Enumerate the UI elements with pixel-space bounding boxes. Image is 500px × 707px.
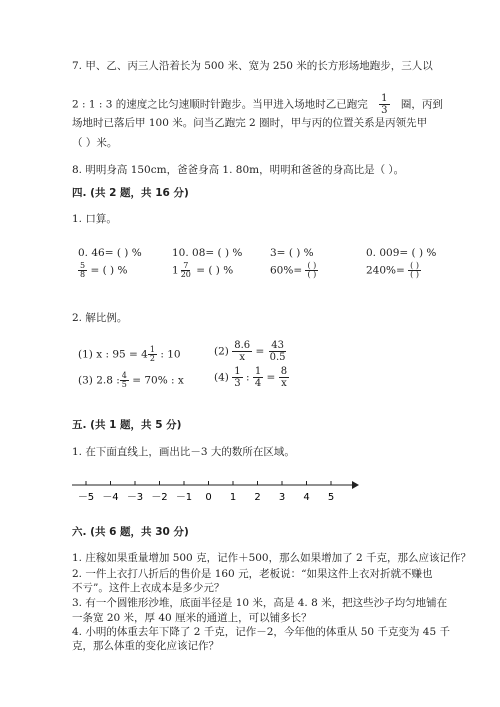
oral-calc-6 xyxy=(172,262,233,279)
oral-calc-7 xyxy=(270,262,318,279)
frac-den: ( ) xyxy=(307,270,317,279)
frac-num: 43 xyxy=(271,340,284,351)
section5-title: 五. (共 1 题，共 5 分) xyxy=(72,419,182,431)
q7-line3: 场地时已落后甲 100 米。问当乙跑完 2 圈时，甲与丙的位置关系是丙领先甲 xyxy=(72,117,428,129)
proportion-4-frac-a xyxy=(232,366,242,389)
frac-num: 5 xyxy=(80,261,86,270)
q7-line2b: 圈，丙到 xyxy=(400,98,443,111)
proportion-3-pre: (3) 2.8 : xyxy=(78,374,120,387)
proportion-2-frac-b xyxy=(268,340,288,363)
q8-text: 8. 明明身高 150cm，爸爸身高 1. 80m，明明和爸爸的身高比是（ ）。 xyxy=(72,164,405,176)
proportion-4-frac-c xyxy=(279,366,289,389)
section4-title: 四. (共 2 题，共 16 分) xyxy=(72,187,189,199)
frac-den: 5 xyxy=(121,380,127,389)
oral-calc-8 xyxy=(366,262,421,279)
section5-q1: 1. 在下面直线上，画出比－3 大的数所在区域。 xyxy=(72,446,295,458)
oral-calc-5-rest: = ( ) % xyxy=(90,264,128,277)
q7-fraction xyxy=(379,93,389,116)
proportion-2-frac-a xyxy=(232,340,252,363)
proportion-4 xyxy=(214,366,289,389)
frac-den: 20 xyxy=(180,270,191,279)
frac-num: 7 xyxy=(183,261,189,270)
proportion-3-frac xyxy=(120,372,129,389)
number-line-label: －2 xyxy=(151,492,168,503)
frac-den: ( ) xyxy=(410,270,419,279)
number-line-label: 0 xyxy=(205,492,212,503)
proportion-2-eq: = xyxy=(255,345,265,358)
number-line xyxy=(0,476,500,516)
oral-calc-5-frac xyxy=(78,262,87,279)
proportion-1-post: : 10 xyxy=(160,348,181,361)
section6-q2-line2: 不亏”。这件上衣成本是多少元？ xyxy=(72,582,225,594)
q7-line2a: 2 : 1 : 3 的速度之比匀速顺时针跑步。当甲进入场地时乙已跑完 xyxy=(72,98,368,111)
proportion-1-pre: (1) x : 95 = 4 xyxy=(78,348,148,361)
oral-calc-7-frac xyxy=(305,262,318,279)
oral-calc-3: 3= ( ) % xyxy=(270,247,314,259)
frac-num: 1 xyxy=(254,366,262,377)
number-line-label: －5 xyxy=(77,492,95,503)
frac-num: ( ) xyxy=(307,261,317,270)
number-line-label: 3 xyxy=(278,492,286,503)
number-line-label: －3 xyxy=(126,492,144,503)
q7-line4: （ ）米。 xyxy=(72,137,118,149)
q7-line1: 7. 甲、乙、丙三人沿着长为 500 米、宽为 250 米的长方形场地跑步，三人以 xyxy=(72,60,433,72)
proportion-4-eq: = xyxy=(266,371,276,384)
oral-calc-6-rest: = ( ) % xyxy=(196,264,234,277)
frac-den: 4 xyxy=(254,378,262,389)
q7-frac-num: 1 xyxy=(381,93,388,104)
oral-calc-1: 0. 46= ( ) % xyxy=(78,247,142,259)
proportion-4-pre: (4) xyxy=(214,371,229,384)
oral-calc-7-pre: 60%= xyxy=(270,264,303,277)
section6-q3-line2: 一条宽 20 米，厚 40 厘米的通道上，可以铺多长？ xyxy=(72,612,312,624)
number-line-label: 5 xyxy=(327,492,335,503)
proportion-3-post: = 70% : x xyxy=(132,374,184,387)
frac-den: 3 xyxy=(234,378,241,389)
frac-num: ( ) xyxy=(410,261,419,270)
frac-num: 1 xyxy=(149,345,155,354)
oral-calc-6-whole: 1 xyxy=(172,264,179,277)
oral-calc-8-pre: 240%= xyxy=(366,264,405,277)
proportion-3 xyxy=(78,372,184,389)
frac-num: 1 xyxy=(234,366,241,377)
proportion-4-frac-b xyxy=(253,366,263,389)
section6-title: 六. (共 6 题，共 30 分) xyxy=(72,526,189,538)
section6-q2-line1: 2. 一件上衣打八折后的售价是 160 元，老板说：“如果这件上衣对折就不赚也 xyxy=(72,568,433,580)
section4-q1-label: 1. 口算。 xyxy=(72,213,117,225)
frac-den: x xyxy=(239,352,245,363)
section4-q2-label: 2. 解比例。 xyxy=(72,312,128,324)
number-line-label: 2 xyxy=(254,492,261,503)
proportion-2 xyxy=(214,340,288,363)
number-line-label: 1 xyxy=(229,492,237,503)
oral-calc-4: 0. 009= ( ) % xyxy=(366,247,437,259)
frac-den: 8 xyxy=(80,270,86,279)
frac-num: 8 xyxy=(280,366,288,377)
q7-frac-den: 3 xyxy=(381,105,388,116)
oral-calc-2: 10. 08= ( ) % xyxy=(172,247,243,259)
oral-calc-5 xyxy=(78,262,127,279)
number-line-arrow xyxy=(352,481,359,489)
section6-q4-line1: 4. 小明的体重去年下降了 2 千克，记作－2，今年他的体重从 50 千克变为 45 千 xyxy=(72,626,450,638)
number-line-label: －1 xyxy=(175,492,193,503)
proportion-2-pre: (2) xyxy=(214,345,229,358)
proportion-4-colon: : xyxy=(245,371,250,384)
proportion-1 xyxy=(78,346,181,363)
frac-num: 8.6 xyxy=(234,340,251,351)
frac-den: x xyxy=(281,378,287,389)
section6-q4-line2: 克，那么体重的变化应该记作？ xyxy=(72,640,219,652)
section6-q3-line1: 3. 有一个圆锥形沙堆，底面半径是 10 米，高是 4. 8 米，把这些沙子均匀地铺在 xyxy=(72,597,448,609)
frac-den: 0.5 xyxy=(269,352,286,363)
oral-calc-8-frac xyxy=(408,262,421,279)
q7-line2 xyxy=(72,93,443,116)
oral-calc-6-frac xyxy=(179,262,193,279)
frac-den: 2 xyxy=(149,354,155,363)
number-line-label: －4 xyxy=(102,492,119,503)
number-line-label: 4 xyxy=(303,492,310,503)
section6-q1: 1. 庄稼如果重量增加 500 克，记作＋500，那么如果增加了 2 千克，那么应该记作？ xyxy=(72,552,471,564)
proportion-1-frac xyxy=(148,346,157,363)
frac-num: 4 xyxy=(121,371,127,380)
